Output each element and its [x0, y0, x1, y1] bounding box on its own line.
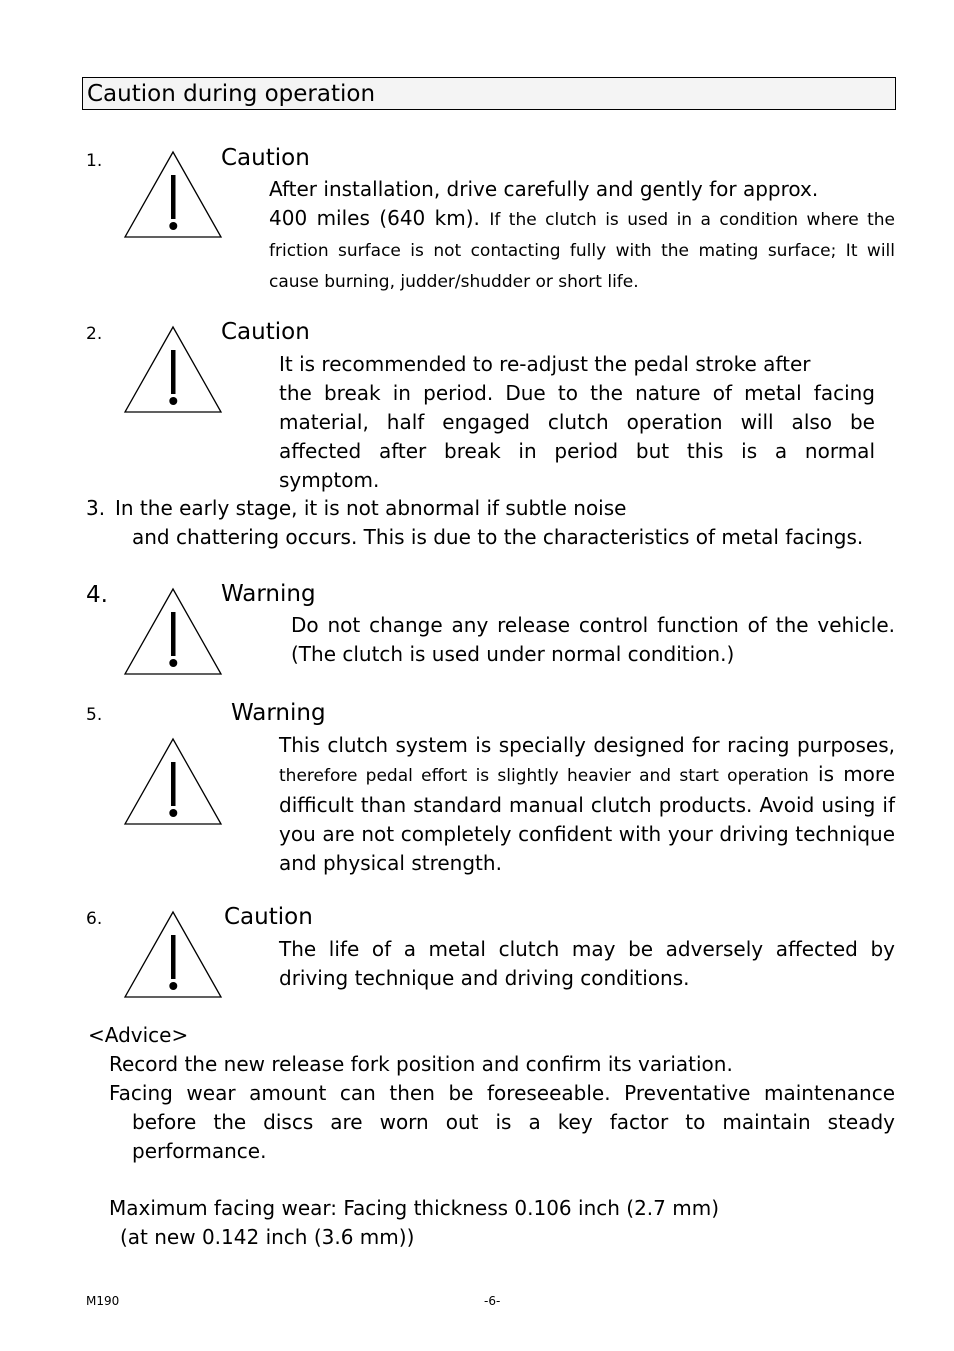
- item-4-label: Warning: [221, 581, 316, 607]
- item-1-para: [269, 204, 895, 297]
- item-3-line1: In the early stage, it is not abnormal if subtle noise: [115, 496, 627, 520]
- warning-triangle-icon: [123, 737, 223, 827]
- item-1-detail: If the clutch is used in a condition where the friction surface is not contacting fully with the mating surface; It will cause burning, judder/shudder or short life.: [269, 210, 895, 292]
- item-5-label: Warning: [231, 700, 326, 726]
- item-3-number: 3.: [86, 496, 106, 520]
- item-2-line1: It is recommended to re-adjust the pedal stroke after: [279, 352, 811, 376]
- item-5-small: therefore pedal effort is slightly heavier and start operation: [279, 766, 809, 786]
- item-2-para: the break in period. Due to the nature of metal facing material, half engaged clutch operation will also be affected after break in period but this is a normal symptom.: [279, 381, 875, 492]
- advice-line1: Record the new release fork position and confirm its variation.: [109, 1052, 733, 1076]
- item-6-number: 6.: [86, 909, 103, 929]
- item-6-text: The life of a metal clutch may be adversely affected by driving technique and driving conditions.: [279, 937, 895, 990]
- warning-triangle-icon: [123, 587, 223, 677]
- item-4-text: Do not change any release control function of the vehicle. (The clutch is used under normal condition.): [291, 613, 895, 666]
- item-1-label: Caution: [221, 145, 310, 171]
- item-5-para: [279, 760, 895, 878]
- max-facing-wear: Maximum facing wear: Facing thickness 0.106 inch (2.7 mm): [109, 1196, 720, 1220]
- item-5-number: 5.: [86, 705, 103, 725]
- section-title: Caution during operation: [82, 77, 896, 110]
- item-2-number: 2.: [86, 324, 103, 344]
- facing-at-new: (at new 0.142 inch (3.6 mm)): [120, 1225, 415, 1249]
- item-6-label: Caution: [224, 904, 313, 930]
- item-5-line1: This clutch system is specially designed for racing purposes,: [279, 733, 895, 757]
- item-5-text: [279, 731, 895, 878]
- footer-code: M190: [86, 1294, 120, 1308]
- item-2-text: [279, 350, 875, 495]
- page-number: -6-: [484, 1294, 501, 1308]
- item-3-line2: and chattering occurs. This is due to the characteristics of metal facings.: [132, 525, 864, 549]
- item-1-number: 1.: [86, 151, 103, 171]
- item-1-text: [269, 175, 895, 297]
- item-1-line1: After installation, drive carefully and gently for approx.: [269, 177, 819, 201]
- advice-paragraph: Facing wear amount can then be foreseeable. Preventative maintenance before the discs are worn out is a key factor to maintain steady performance.: [109, 1081, 895, 1163]
- item-4-number: 4.: [86, 582, 108, 608]
- warning-triangle-icon: [123, 325, 223, 415]
- item-5-rest: is more difficult than standard manual clutch products. Avoid using if you are not completely confident with your driving technique and physical strength.: [279, 762, 895, 875]
- item-1-distance: 400 miles (640 km).: [269, 206, 480, 230]
- item-2-label: Caution: [221, 319, 310, 345]
- warning-triangle-icon: [123, 910, 223, 1000]
- advice-heading: <Advice>: [88, 1023, 189, 1047]
- warning-triangle-icon: [123, 150, 223, 240]
